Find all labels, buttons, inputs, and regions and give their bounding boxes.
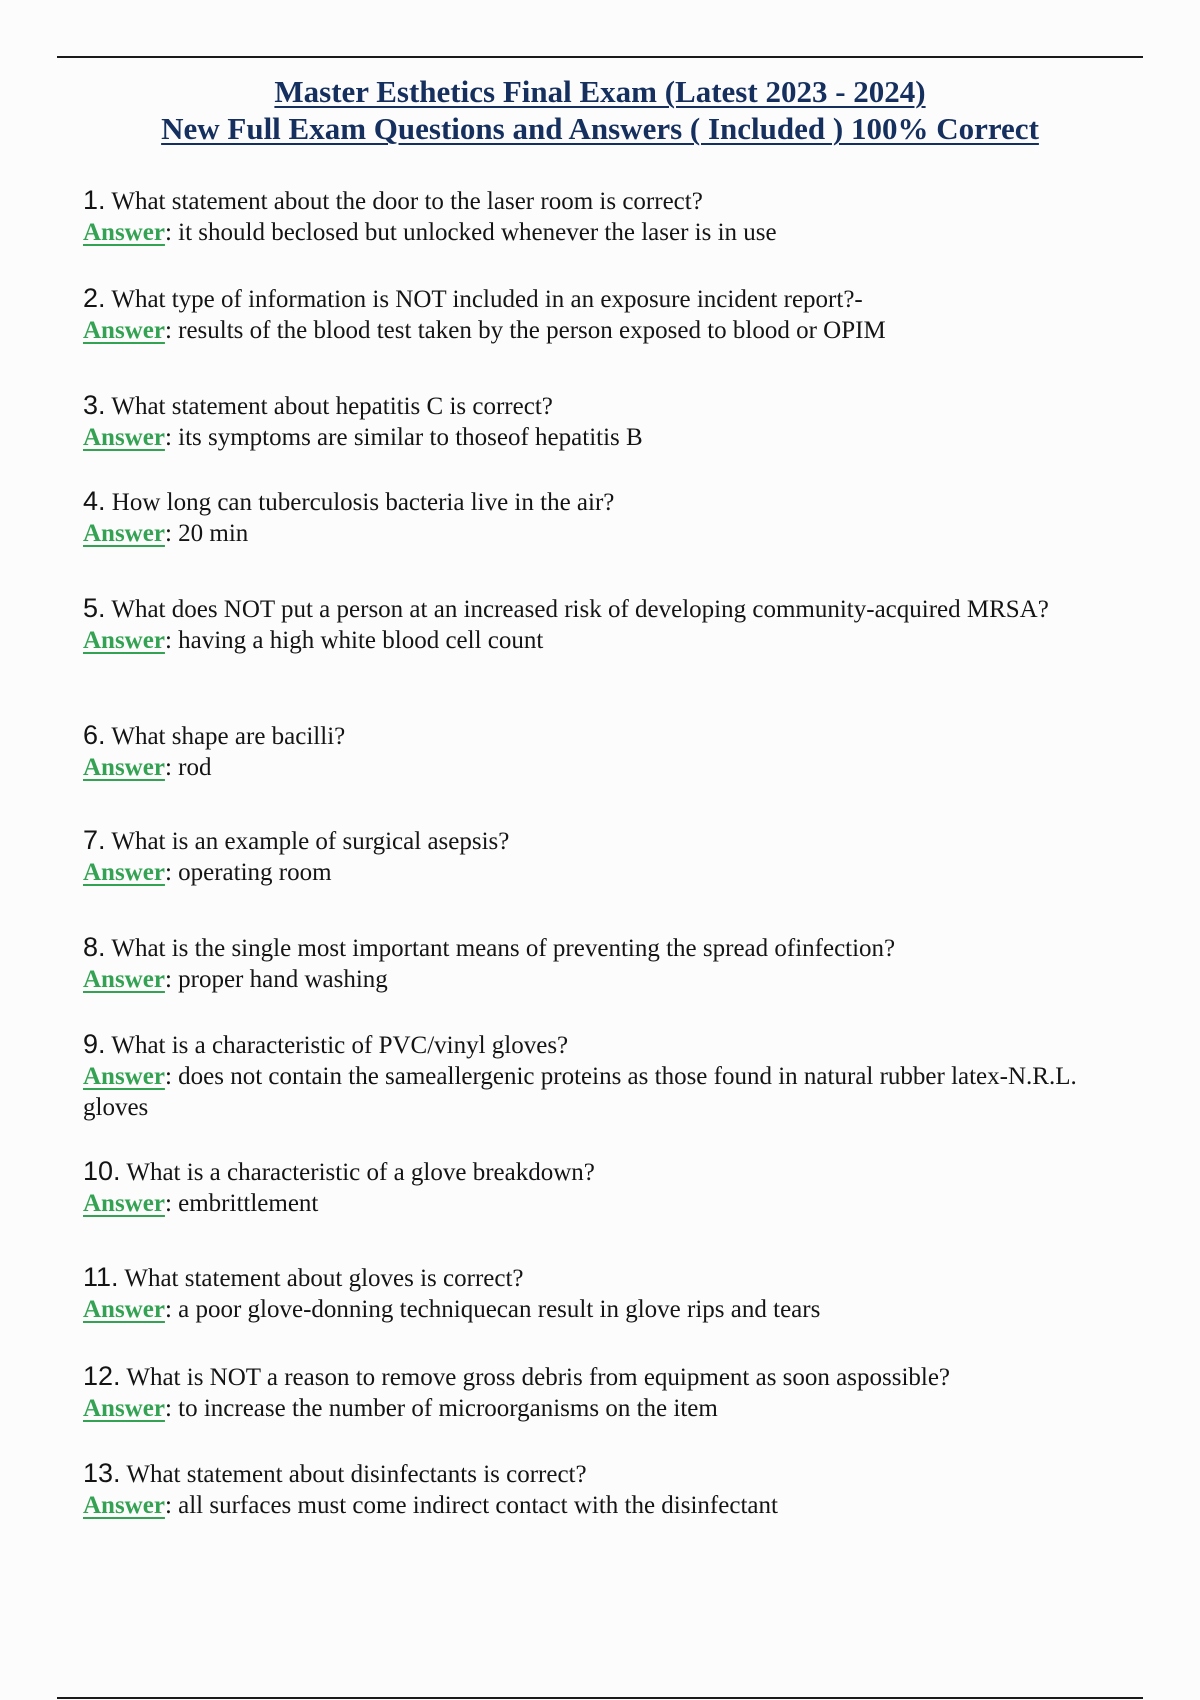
answer-label: Answer: [83, 424, 165, 451]
answer-text: results of the blood test taken by the person exposed to blood or OPIM: [178, 317, 886, 344]
answer-label: Answer: [83, 1395, 165, 1422]
question-number: 13.: [83, 1458, 121, 1488]
question: [83, 720, 1128, 752]
answer: Answer: 20 min: [83, 520, 249, 547]
answer: Answer: rod: [83, 754, 212, 781]
qa-item-8: [83, 932, 1128, 995]
qa-item-5: [83, 593, 1128, 656]
qa-item-12: [83, 1361, 1128, 1424]
question-text: What is a characteristic of a glove breakdown?: [126, 1159, 595, 1186]
answer: Answer: it should beclosed but unlocked whenever the laser is in use: [83, 219, 777, 246]
answer-label: Answer: [83, 1063, 165, 1090]
answer-label: Answer: [83, 627, 165, 654]
answer-label: Answer: [83, 1492, 165, 1519]
question-number: 5.: [83, 593, 106, 623]
qa-item-1: [83, 185, 1128, 248]
answer-text: operating room: [178, 859, 332, 886]
question-text: What statement about hepatitis C is correct?: [111, 393, 553, 420]
question: [83, 1361, 1128, 1393]
answer-text: to increase the number of microorganisms on the item: [178, 1395, 718, 1422]
question-number: 2.: [83, 283, 106, 313]
answer-text: rod: [178, 754, 212, 781]
question: [83, 486, 1128, 518]
question-number: 6.: [83, 720, 106, 750]
answer: Answer: proper hand washing: [83, 966, 388, 993]
question-number: 3.: [83, 390, 106, 420]
bottom-rule: [57, 1697, 1143, 1699]
document-title: [0, 73, 1200, 147]
question-number: 4.: [83, 486, 106, 516]
question: [83, 825, 1128, 857]
question-text: What statement about the door to the laser room is correct?: [111, 188, 703, 215]
question-text: What statement about gloves is correct?: [124, 1265, 524, 1292]
answer-label: Answer: [83, 966, 165, 993]
question: [83, 390, 1128, 422]
question-text: What is an example of surgical asepsis?: [111, 828, 510, 855]
answer-label: Answer: [83, 317, 165, 344]
answer-text: embrittlement: [178, 1190, 319, 1217]
question: [83, 593, 1128, 625]
question-text: What does NOT put a person at an increased risk of developing community-acquired MRSA?: [111, 596, 1049, 623]
qa-item-9: [83, 1029, 1128, 1123]
question-number: 9.: [83, 1029, 106, 1059]
question-text: What shape are bacilli?: [111, 723, 346, 750]
answer-label: Answer: [83, 754, 165, 781]
question-number: 12.: [83, 1361, 121, 1391]
answer-label: Answer: [83, 1190, 165, 1217]
title-line-2: New Full Exam Questions and Answers ( Included ) 100% Correct: [161, 111, 1039, 146]
title-line-1: Master Esthetics Final Exam (Latest 2023 - 2024): [274, 74, 926, 109]
question: [83, 185, 1128, 217]
answer-text: proper hand washing: [178, 966, 388, 993]
question-text: What is a characteristic of PVC/vinyl gloves?: [111, 1032, 569, 1059]
qa-item-11: [83, 1262, 1128, 1325]
answer-label: Answer: [83, 520, 165, 547]
answer-text: it should beclosed but unlocked whenever the laser is in use: [178, 219, 777, 246]
answer: Answer: its symptoms are similar to thoseof hepatitis B: [83, 424, 643, 451]
answer-text: a poor glove-donning techniquecan result in glove rips and tears: [178, 1296, 821, 1323]
answer-text: 20 min: [178, 520, 249, 547]
answer: Answer: all surfaces must come indirect contact with the disinfectant: [83, 1492, 778, 1519]
answer-label: Answer: [83, 219, 165, 246]
question-number: 1.: [83, 185, 106, 215]
qa-item-10: [83, 1156, 1128, 1219]
answer: Answer: embrittlement: [83, 1190, 319, 1217]
question-number: 7.: [83, 825, 106, 855]
answer-text: all surfaces must come indirect contact with the disinfectant: [178, 1492, 778, 1519]
answer-text: does not contain the sameallergenic proteins as those found in natural rubber latex-N.R.L. gloves: [83, 1063, 1077, 1121]
answer: Answer: results of the blood test taken by the person exposed to blood or OPIM: [83, 317, 886, 344]
qa-item-7: [83, 825, 1128, 888]
qa-item-4: [83, 486, 1128, 549]
question: [83, 283, 1128, 315]
qa-item-2: [83, 283, 1128, 346]
question-text: What is the single most important means of preventing the spread ofinfection?: [111, 935, 896, 962]
question-text: What statement about disinfectants is correct?: [126, 1461, 587, 1488]
question: [83, 1029, 1128, 1061]
question-number: 10.: [83, 1156, 121, 1186]
question-number: 11.: [83, 1262, 119, 1292]
answer: Answer: operating room: [83, 859, 332, 886]
answer-text: having a high white blood cell count: [178, 627, 544, 654]
answer-label: Answer: [83, 1296, 165, 1323]
question: [83, 1458, 1128, 1490]
answer: Answer: a poor glove-donning techniquecan result in glove rips and tears: [83, 1296, 821, 1323]
answer: Answer: having a high white blood cell count: [83, 627, 544, 654]
answer: Answer: to increase the number of microorganisms on the item: [83, 1395, 718, 1422]
answer-label: Answer: [83, 859, 165, 886]
question: [83, 1262, 1128, 1294]
qa-item-3: [83, 390, 1128, 453]
question-number: 8.: [83, 932, 106, 962]
question: [83, 932, 1128, 964]
qa-item-6: [83, 720, 1128, 783]
answer-text: its symptoms are similar to thoseof hepatitis B: [178, 424, 643, 451]
question-text: How long can tuberculosis bacteria live in the air?: [111, 489, 615, 516]
qa-item-13: [83, 1458, 1128, 1521]
top-rule: [57, 56, 1143, 58]
question-text: What type of information is NOT included in an exposure incident report?-: [111, 286, 863, 313]
question: [83, 1156, 1128, 1188]
question-text: What is NOT a reason to remove gross debris from equipment as soon aspossible?: [126, 1364, 951, 1391]
answer: Answer: does not contain the sameallergenic proteins as those found in natural rubber latex-N.R.L. gloves: [83, 1063, 1077, 1121]
